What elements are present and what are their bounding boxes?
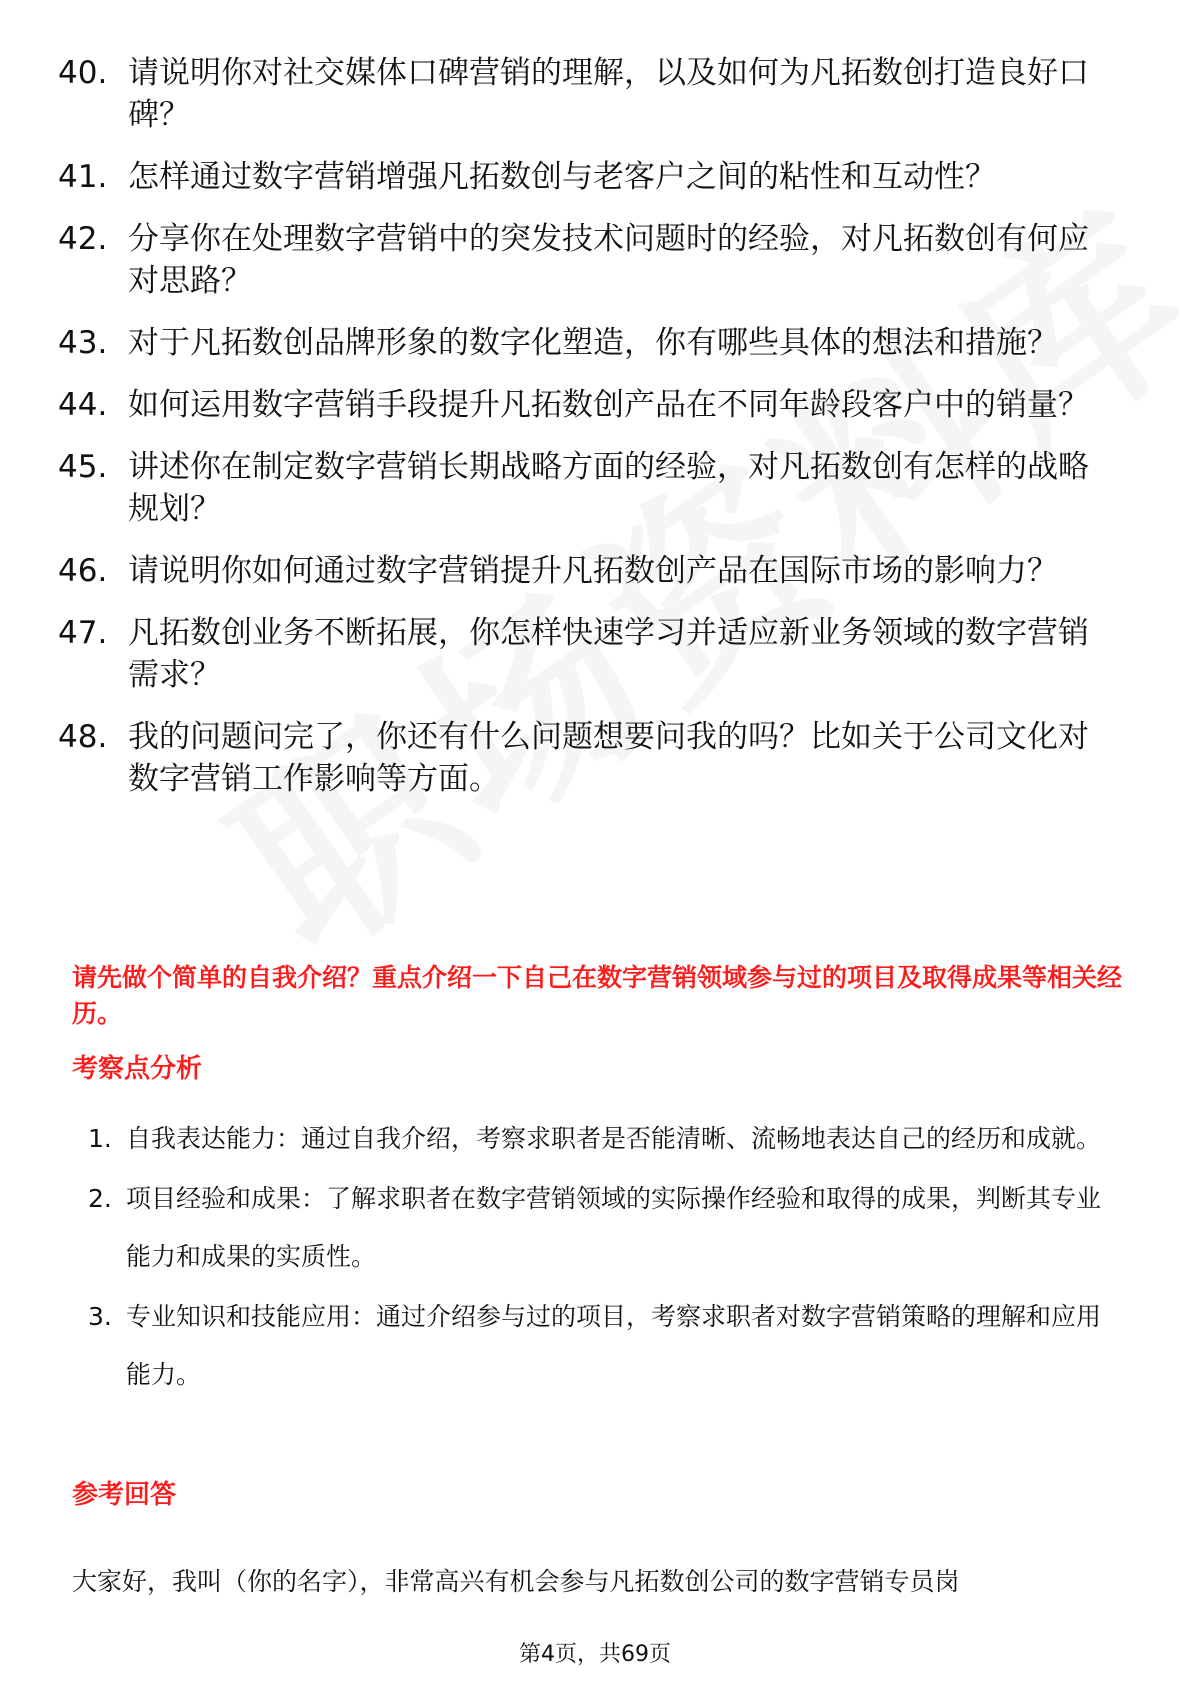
question-item [58, 384, 1118, 426]
analysis-text: 自我表达能力：通过自我介绍，考察求职者是否能清晰、流畅地表达自己的经历和成就。 [126, 1124, 1102, 1153]
analysis-text: 专业知识和技能应用：通过介绍参与过的项目，考察求职者对数字营销策略的理解和应用能力。 [126, 1302, 1102, 1389]
analysis-item [88, 1288, 1118, 1404]
analysis-number: 2. [88, 1184, 112, 1213]
analysis-text: 项目经验和成果：了解求职者在数字营销领域的实际操作经验和取得的成果，判断其专业能力和成果的实质性。 [126, 1184, 1102, 1271]
question-item [58, 550, 1118, 592]
question-number: 40. [58, 55, 108, 91]
question-item [58, 322, 1118, 364]
question-number: 44. [58, 387, 108, 423]
question-text: 如何运用数字营销手段提升凡拓数创产品在不同年龄段客户中的销量？ [128, 387, 1089, 423]
question-list [58, 52, 1118, 820]
analysis-item [88, 1170, 1118, 1286]
question-item [58, 446, 1118, 530]
question-number: 41. [58, 159, 108, 195]
question-item [58, 52, 1118, 136]
featured-question: 请先做个简单的自我介绍？重点介绍一下自己在数字营销领域参与过的项目及取得成果等相关经历。 [72, 963, 1123, 1028]
question-text: 分享你在处理数字营销中的突发技术问题时的经验，对凡拓数创有何应对思路？ [128, 221, 1089, 299]
question-number: 42. [58, 221, 108, 257]
question-item [58, 156, 1118, 198]
question-number: 45. [58, 449, 108, 485]
analysis-number: 3. [88, 1302, 112, 1331]
analysis-list [88, 1110, 1118, 1406]
question-text: 我的问题问完了，你还有什么问题想要问我的吗？比如关于公司文化对数字营销工作影响等方面。 [128, 719, 1089, 797]
question-number: 47. [58, 615, 108, 651]
question-number: 43. [58, 325, 108, 361]
question-text: 请说明你对社交媒体口碑营销的理解，以及如何为凡拓数创打造良好口碑？ [128, 55, 1089, 133]
reference-heading: 参考回答 [72, 1480, 177, 1510]
question-item [58, 612, 1118, 696]
analysis-number: 1. [88, 1124, 112, 1153]
question-text: 请说明你如何通过数字营销提升凡拓数创产品在国际市场的影响力？ [128, 553, 1058, 589]
page-footer: 第4页，共69页 [519, 1642, 671, 1667]
question-number: 46. [58, 553, 108, 589]
reference-answer-paragraph: 大家好，我叫（你的名字），非常高兴有机会参与凡拓数创公司的数字营销专员岗 [72, 1567, 960, 1596]
question-text: 凡拓数创业务不断拓展，你怎样快速学习并适应新业务领域的数字营销需求？ [128, 615, 1089, 693]
question-item [58, 716, 1118, 800]
question-number: 48. [58, 719, 108, 755]
question-text: 讲述你在制定数字营销长期战略方面的经验，对凡拓数创有怎样的战略规划？ [128, 449, 1089, 527]
question-item [58, 218, 1118, 302]
analysis-heading: 考察点分析 [72, 1054, 203, 1084]
analysis-item [88, 1110, 1118, 1168]
question-text: 对于凡拓数创品牌形象的数字化塑造，你有哪些具体的想法和措施？ [128, 325, 1058, 361]
question-text: 怎样通过数字营销增强凡拓数创与老客户之间的粘性和互动性？ [128, 159, 996, 195]
